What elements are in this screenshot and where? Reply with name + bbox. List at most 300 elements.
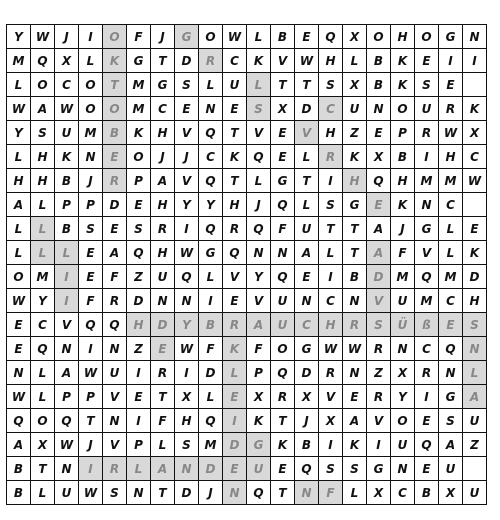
grid-cell[interactable]: V bbox=[367, 289, 391, 313]
grid-cell[interactable]: L bbox=[79, 49, 103, 73]
grid-cell[interactable]: S bbox=[415, 73, 439, 97]
grid-cell[interactable]: E bbox=[79, 241, 103, 265]
grid-cell[interactable]: Q bbox=[439, 337, 463, 361]
grid-cell[interactable]: U bbox=[151, 265, 175, 289]
grid-cell[interactable]: S bbox=[319, 193, 343, 217]
grid-cell[interactable]: O bbox=[391, 97, 415, 121]
grid-cell[interactable]: N bbox=[295, 481, 319, 505]
grid-cell[interactable]: A bbox=[55, 361, 79, 385]
grid-cell[interactable]: K bbox=[127, 121, 151, 145]
grid-cell[interactable]: T bbox=[151, 49, 175, 73]
grid-cell[interactable]: X bbox=[319, 409, 343, 433]
grid-cell[interactable]: N bbox=[55, 457, 79, 481]
grid-cell[interactable]: M bbox=[199, 433, 223, 457]
grid-cell[interactable]: I bbox=[55, 265, 79, 289]
grid-cell[interactable]: U bbox=[391, 289, 415, 313]
grid-cell[interactable]: A bbox=[31, 97, 55, 121]
grid-cell[interactable]: I bbox=[319, 169, 343, 193]
grid-cell[interactable]: E bbox=[223, 457, 247, 481]
grid-cell[interactable]: T bbox=[343, 217, 367, 241]
grid-cell[interactable]: W bbox=[55, 97, 79, 121]
grid-cell[interactable]: C bbox=[31, 313, 55, 337]
grid-cell[interactable]: Z bbox=[463, 433, 487, 457]
grid-cell[interactable]: L bbox=[127, 457, 151, 481]
grid-cell[interactable]: X bbox=[367, 481, 391, 505]
grid-cell[interactable]: E bbox=[127, 193, 151, 217]
grid-cell[interactable]: U bbox=[463, 481, 487, 505]
grid-cell[interactable]: S bbox=[31, 121, 55, 145]
grid-cell[interactable]: G bbox=[151, 73, 175, 97]
grid-cell[interactable]: N bbox=[127, 481, 151, 505]
grid-cell[interactable]: E bbox=[439, 313, 463, 337]
grid-cell[interactable]: N bbox=[367, 97, 391, 121]
grid-cell[interactable]: W bbox=[319, 337, 343, 361]
grid-cell[interactable] bbox=[463, 73, 487, 97]
grid-cell[interactable]: I bbox=[319, 265, 343, 289]
grid-cell[interactable]: Q bbox=[199, 409, 223, 433]
grid-cell[interactable]: N bbox=[343, 289, 367, 313]
grid-cell[interactable]: R bbox=[271, 385, 295, 409]
grid-cell[interactable]: E bbox=[295, 25, 319, 49]
grid-cell[interactable]: R bbox=[415, 361, 439, 385]
grid-cell[interactable]: Y bbox=[7, 25, 31, 49]
grid-cell[interactable]: F bbox=[247, 337, 271, 361]
grid-cell[interactable]: J bbox=[247, 193, 271, 217]
grid-cell[interactable]: T bbox=[151, 481, 175, 505]
grid-cell[interactable]: G bbox=[439, 385, 463, 409]
grid-cell[interactable]: W bbox=[223, 25, 247, 49]
grid-cell[interactable]: A bbox=[151, 457, 175, 481]
grid-cell[interactable]: P bbox=[247, 361, 271, 385]
grid-cell[interactable]: I bbox=[175, 361, 199, 385]
grid-cell[interactable]: V bbox=[295, 121, 319, 145]
grid-cell[interactable]: W bbox=[79, 361, 103, 385]
grid-cell[interactable]: Z bbox=[343, 121, 367, 145]
grid-cell[interactable]: U bbox=[55, 121, 79, 145]
grid-cell[interactable]: J bbox=[199, 481, 223, 505]
grid-cell[interactable]: J bbox=[295, 409, 319, 433]
grid-cell[interactable]: A bbox=[439, 433, 463, 457]
grid-cell[interactable]: I bbox=[127, 361, 151, 385]
grid-cell[interactable]: T bbox=[151, 385, 175, 409]
grid-cell[interactable]: A bbox=[247, 313, 271, 337]
grid-cell[interactable]: M bbox=[439, 169, 463, 193]
grid-cell[interactable]: L bbox=[31, 385, 55, 409]
grid-cell[interactable]: V bbox=[247, 289, 271, 313]
grid-cell[interactable]: O bbox=[7, 265, 31, 289]
grid-cell[interactable]: L bbox=[55, 241, 79, 265]
grid-cell[interactable]: L bbox=[463, 361, 487, 385]
grid-cell[interactable]: E bbox=[295, 265, 319, 289]
grid-cell[interactable]: U bbox=[439, 457, 463, 481]
grid-cell[interactable]: Q bbox=[247, 145, 271, 169]
grid-cell[interactable]: C bbox=[319, 289, 343, 313]
grid-cell[interactable]: N bbox=[151, 289, 175, 313]
grid-cell[interactable]: S bbox=[103, 481, 127, 505]
grid-cell[interactable]: D bbox=[103, 193, 127, 217]
grid-cell[interactable]: K bbox=[247, 409, 271, 433]
grid-cell[interactable]: L bbox=[31, 193, 55, 217]
grid-cell[interactable]: B bbox=[367, 73, 391, 97]
grid-cell[interactable]: K bbox=[391, 193, 415, 217]
grid-cell[interactable]: P bbox=[55, 193, 79, 217]
grid-cell[interactable]: N bbox=[295, 289, 319, 313]
grid-cell[interactable]: C bbox=[295, 313, 319, 337]
grid-cell[interactable]: S bbox=[175, 73, 199, 97]
grid-cell[interactable]: O bbox=[367, 25, 391, 49]
grid-cell[interactable]: N bbox=[391, 457, 415, 481]
grid-cell[interactable]: B bbox=[295, 433, 319, 457]
grid-cell[interactable]: H bbox=[7, 169, 31, 193]
grid-cell[interactable]: D bbox=[367, 265, 391, 289]
grid-cell[interactable]: R bbox=[223, 313, 247, 337]
grid-cell[interactable]: T bbox=[223, 121, 247, 145]
grid-cell[interactable]: G bbox=[415, 217, 439, 241]
grid-cell[interactable]: Z bbox=[367, 361, 391, 385]
grid-cell[interactable]: U bbox=[55, 481, 79, 505]
grid-cell[interactable]: U bbox=[463, 409, 487, 433]
grid-cell[interactable]: Q bbox=[175, 265, 199, 289]
grid-cell[interactable]: L bbox=[199, 265, 223, 289]
grid-cell[interactable]: S bbox=[79, 217, 103, 241]
grid-cell[interactable]: Y bbox=[31, 289, 55, 313]
grid-cell[interactable]: S bbox=[343, 457, 367, 481]
grid-cell[interactable]: H bbox=[31, 169, 55, 193]
grid-cell[interactable]: J bbox=[391, 217, 415, 241]
grid-cell[interactable]: T bbox=[79, 409, 103, 433]
grid-cell[interactable]: A bbox=[367, 241, 391, 265]
grid-cell[interactable]: H bbox=[223, 193, 247, 217]
grid-cell[interactable]: R bbox=[319, 145, 343, 169]
grid-cell[interactable]: E bbox=[463, 217, 487, 241]
grid-cell[interactable]: I bbox=[79, 25, 103, 49]
grid-cell[interactable]: X bbox=[391, 361, 415, 385]
grid-cell[interactable]: C bbox=[151, 97, 175, 121]
grid-cell[interactable]: I bbox=[79, 337, 103, 361]
grid-cell[interactable]: E bbox=[415, 409, 439, 433]
grid-cell[interactable]: B bbox=[103, 121, 127, 145]
grid-cell[interactable]: L bbox=[7, 241, 31, 265]
grid-cell[interactable]: R bbox=[151, 361, 175, 385]
grid-cell[interactable]: Y bbox=[247, 265, 271, 289]
grid-cell[interactable]: N bbox=[439, 361, 463, 385]
grid-cell[interactable]: O bbox=[31, 409, 55, 433]
grid-cell[interactable]: A bbox=[7, 433, 31, 457]
grid-cell[interactable]: X bbox=[295, 385, 319, 409]
grid-cell[interactable]: S bbox=[319, 457, 343, 481]
grid-cell[interactable]: Q bbox=[295, 457, 319, 481]
grid-cell[interactable]: E bbox=[415, 49, 439, 73]
grid-cell[interactable]: U bbox=[271, 289, 295, 313]
grid-cell[interactable]: E bbox=[7, 337, 31, 361]
grid-cell[interactable]: O bbox=[415, 25, 439, 49]
grid-cell[interactable]: E bbox=[127, 385, 151, 409]
grid-cell[interactable]: F bbox=[319, 481, 343, 505]
grid-cell[interactable]: W bbox=[79, 481, 103, 505]
grid-cell[interactable]: B bbox=[55, 169, 79, 193]
grid-cell[interactable]: G bbox=[247, 433, 271, 457]
grid-cell[interactable]: L bbox=[247, 25, 271, 49]
grid-cell[interactable]: C bbox=[391, 481, 415, 505]
grid-cell[interactable]: E bbox=[271, 145, 295, 169]
grid-cell[interactable]: A bbox=[343, 409, 367, 433]
grid-cell[interactable]: H bbox=[151, 241, 175, 265]
grid-cell[interactable]: H bbox=[439, 145, 463, 169]
grid-cell[interactable]: O bbox=[391, 409, 415, 433]
grid-cell[interactable]: C bbox=[223, 49, 247, 73]
grid-cell[interactable]: B bbox=[7, 457, 31, 481]
grid-cell[interactable]: B bbox=[415, 481, 439, 505]
grid-cell[interactable]: W bbox=[31, 25, 55, 49]
grid-cell[interactable]: T bbox=[103, 73, 127, 97]
grid-cell[interactable]: X bbox=[247, 385, 271, 409]
grid-cell[interactable]: K bbox=[55, 145, 79, 169]
grid-cell[interactable]: W bbox=[343, 337, 367, 361]
grid-cell[interactable]: K bbox=[391, 49, 415, 73]
grid-cell[interactable]: K bbox=[343, 145, 367, 169]
grid-cell[interactable]: Q bbox=[127, 241, 151, 265]
grid-cell[interactable]: F bbox=[199, 337, 223, 361]
grid-cell[interactable]: E bbox=[367, 193, 391, 217]
grid-cell[interactable]: L bbox=[31, 217, 55, 241]
grid-cell[interactable]: R bbox=[343, 313, 367, 337]
grid-cell[interactable]: V bbox=[103, 433, 127, 457]
grid-cell[interactable]: G bbox=[127, 49, 151, 73]
grid-cell[interactable]: N bbox=[463, 25, 487, 49]
grid-cell[interactable]: I bbox=[223, 409, 247, 433]
grid-cell[interactable]: P bbox=[127, 433, 151, 457]
grid-cell[interactable]: Y bbox=[175, 313, 199, 337]
grid-cell[interactable]: M bbox=[7, 49, 31, 73]
grid-cell[interactable]: N bbox=[247, 241, 271, 265]
grid-cell[interactable]: L bbox=[31, 361, 55, 385]
grid-cell[interactable]: Q bbox=[199, 121, 223, 145]
grid-cell[interactable]: R bbox=[199, 49, 223, 73]
grid-cell[interactable]: E bbox=[343, 385, 367, 409]
grid-cell[interactable]: N bbox=[343, 361, 367, 385]
grid-cell[interactable]: R bbox=[367, 337, 391, 361]
grid-cell[interactable]: H bbox=[319, 121, 343, 145]
grid-cell[interactable]: N bbox=[7, 361, 31, 385]
grid-cell[interactable]: I bbox=[463, 49, 487, 73]
grid-cell[interactable]: Q bbox=[31, 337, 55, 361]
grid-cell[interactable]: Q bbox=[199, 169, 223, 193]
grid-cell[interactable]: F bbox=[271, 217, 295, 241]
grid-cell[interactable]: U bbox=[223, 73, 247, 97]
grid-cell[interactable]: K bbox=[223, 145, 247, 169]
grid-cell[interactable]: V bbox=[175, 169, 199, 193]
grid-cell[interactable]: N bbox=[415, 193, 439, 217]
grid-cell[interactable]: D bbox=[295, 97, 319, 121]
grid-cell[interactable]: E bbox=[415, 457, 439, 481]
grid-cell[interactable]: U bbox=[247, 457, 271, 481]
grid-cell[interactable]: L bbox=[199, 385, 223, 409]
grid-cell[interactable]: D bbox=[295, 361, 319, 385]
grid-cell[interactable]: X bbox=[55, 49, 79, 73]
grid-cell[interactable]: M bbox=[439, 265, 463, 289]
grid-cell[interactable]: U bbox=[415, 97, 439, 121]
grid-cell[interactable]: Q bbox=[7, 409, 31, 433]
grid-cell[interactable]: L bbox=[439, 241, 463, 265]
grid-cell[interactable]: O bbox=[103, 25, 127, 49]
grid-cell[interactable]: W bbox=[463, 169, 487, 193]
grid-cell[interactable]: N bbox=[391, 337, 415, 361]
grid-cell[interactable]: E bbox=[271, 457, 295, 481]
grid-cell[interactable]: A bbox=[151, 169, 175, 193]
grid-cell[interactable]: E bbox=[175, 97, 199, 121]
grid-cell[interactable] bbox=[463, 457, 487, 481]
grid-cell[interactable]: Z bbox=[127, 337, 151, 361]
grid-cell[interactable]: S bbox=[367, 313, 391, 337]
grid-cell[interactable]: E bbox=[79, 265, 103, 289]
grid-cell[interactable]: O bbox=[271, 337, 295, 361]
grid-cell[interactable]: N bbox=[463, 337, 487, 361]
grid-cell[interactable]: J bbox=[79, 169, 103, 193]
grid-cell[interactable]: H bbox=[391, 25, 415, 49]
grid-cell[interactable]: G bbox=[367, 457, 391, 481]
grid-cell[interactable]: R bbox=[103, 169, 127, 193]
grid-cell[interactable]: R bbox=[103, 457, 127, 481]
grid-cell[interactable]: C bbox=[319, 97, 343, 121]
grid-cell[interactable]: H bbox=[175, 409, 199, 433]
grid-cell[interactable]: A bbox=[367, 217, 391, 241]
grid-cell[interactable]: F bbox=[127, 25, 151, 49]
grid-cell[interactable]: J bbox=[79, 433, 103, 457]
grid-cell[interactable]: L bbox=[295, 193, 319, 217]
grid-cell[interactable]: X bbox=[31, 433, 55, 457]
grid-cell[interactable]: G bbox=[295, 337, 319, 361]
grid-cell[interactable]: R bbox=[439, 97, 463, 121]
grid-cell[interactable]: I bbox=[415, 145, 439, 169]
grid-cell[interactable]: L bbox=[247, 73, 271, 97]
grid-cell[interactable]: Q bbox=[199, 217, 223, 241]
grid-cell[interactable]: I bbox=[79, 457, 103, 481]
grid-cell[interactable]: D bbox=[175, 49, 199, 73]
grid-cell[interactable]: G bbox=[199, 241, 223, 265]
grid-cell[interactable]: D bbox=[223, 433, 247, 457]
grid-cell[interactable]: U bbox=[271, 313, 295, 337]
grid-cell[interactable]: P bbox=[127, 169, 151, 193]
grid-cell[interactable]: L bbox=[7, 73, 31, 97]
grid-cell[interactable]: T bbox=[343, 241, 367, 265]
grid-cell[interactable]: N bbox=[199, 97, 223, 121]
grid-cell[interactable]: R bbox=[367, 385, 391, 409]
grid-cell[interactable]: N bbox=[103, 409, 127, 433]
grid-cell[interactable]: L bbox=[439, 217, 463, 241]
grid-cell[interactable]: H bbox=[31, 145, 55, 169]
grid-cell[interactable]: U bbox=[103, 361, 127, 385]
grid-cell[interactable]: Y bbox=[391, 385, 415, 409]
grid-cell[interactable]: B bbox=[55, 217, 79, 241]
grid-cell[interactable]: D bbox=[199, 457, 223, 481]
grid-cell[interactable]: M bbox=[415, 169, 439, 193]
grid-cell[interactable]: R bbox=[415, 121, 439, 145]
grid-cell[interactable]: T bbox=[271, 409, 295, 433]
grid-cell[interactable]: V bbox=[103, 385, 127, 409]
grid-cell[interactable]: D bbox=[151, 313, 175, 337]
grid-cell[interactable]: K bbox=[343, 433, 367, 457]
grid-cell[interactable]: A bbox=[103, 241, 127, 265]
grid-cell[interactable]: H bbox=[343, 169, 367, 193]
grid-cell[interactable]: K bbox=[247, 49, 271, 73]
grid-cell[interactable]: P bbox=[55, 385, 79, 409]
grid-cell[interactable]: M bbox=[79, 121, 103, 145]
grid-cell[interactable]: U bbox=[391, 433, 415, 457]
grid-cell[interactable]: N bbox=[175, 457, 199, 481]
grid-cell[interactable]: I bbox=[319, 433, 343, 457]
grid-cell[interactable]: ß bbox=[415, 313, 439, 337]
grid-cell[interactable]: L bbox=[31, 481, 55, 505]
grid-cell[interactable]: O bbox=[127, 145, 151, 169]
grid-cell[interactable]: Q bbox=[55, 409, 79, 433]
grid-cell[interactable]: C bbox=[199, 145, 223, 169]
grid-cell[interactable]: A bbox=[463, 385, 487, 409]
grid-cell[interactable]: X bbox=[343, 25, 367, 49]
grid-cell[interactable]: C bbox=[55, 73, 79, 97]
grid-cell[interactable]: F bbox=[391, 241, 415, 265]
grid-cell[interactable]: D bbox=[175, 481, 199, 505]
grid-cell[interactable]: S bbox=[439, 409, 463, 433]
grid-cell[interactable]: T bbox=[271, 481, 295, 505]
grid-cell[interactable]: M bbox=[31, 265, 55, 289]
grid-cell[interactable]: V bbox=[247, 121, 271, 145]
grid-cell[interactable]: W bbox=[175, 337, 199, 361]
grid-cell[interactable]: I bbox=[367, 433, 391, 457]
grid-cell[interactable]: B bbox=[367, 49, 391, 73]
grid-cell[interactable]: Z bbox=[127, 265, 151, 289]
grid-cell[interactable]: Q bbox=[79, 313, 103, 337]
grid-cell[interactable]: K bbox=[271, 433, 295, 457]
grid-cell[interactable]: N bbox=[55, 337, 79, 361]
grid-cell[interactable]: N bbox=[175, 289, 199, 313]
grid-cell[interactable]: L bbox=[199, 73, 223, 97]
grid-cell[interactable]: W bbox=[175, 241, 199, 265]
grid-cell[interactable]: E bbox=[7, 313, 31, 337]
grid-cell[interactable]: V bbox=[175, 121, 199, 145]
grid-cell[interactable]: S bbox=[175, 433, 199, 457]
grid-cell[interactable]: H bbox=[319, 313, 343, 337]
grid-cell[interactable]: R bbox=[223, 217, 247, 241]
grid-cell[interactable]: D bbox=[199, 361, 223, 385]
grid-cell[interactable]: E bbox=[223, 385, 247, 409]
grid-cell[interactable]: T bbox=[295, 169, 319, 193]
grid-cell[interactable]: Y bbox=[199, 193, 223, 217]
grid-cell[interactable]: H bbox=[463, 289, 487, 313]
grid-cell[interactable]: P bbox=[79, 193, 103, 217]
grid-cell[interactable]: Q bbox=[271, 361, 295, 385]
grid-cell[interactable]: Y bbox=[175, 193, 199, 217]
grid-cell[interactable]: X bbox=[439, 481, 463, 505]
grid-cell[interactable]: N bbox=[271, 241, 295, 265]
grid-cell[interactable]: A bbox=[7, 193, 31, 217]
grid-cell[interactable]: E bbox=[151, 337, 175, 361]
grid-cell[interactable]: K bbox=[103, 49, 127, 73]
grid-cell[interactable]: I bbox=[199, 289, 223, 313]
grid-cell[interactable]: K bbox=[463, 97, 487, 121]
grid-cell[interactable]: N bbox=[79, 145, 103, 169]
grid-cell[interactable]: E bbox=[439, 73, 463, 97]
grid-cell[interactable]: W bbox=[7, 385, 31, 409]
grid-cell[interactable]: M bbox=[415, 289, 439, 313]
grid-cell[interactable]: E bbox=[103, 217, 127, 241]
grid-cell[interactable]: B bbox=[391, 145, 415, 169]
grid-cell[interactable]: L bbox=[319, 241, 343, 265]
grid-cell[interactable]: W bbox=[55, 433, 79, 457]
grid-cell[interactable]: R bbox=[103, 289, 127, 313]
grid-cell[interactable]: U bbox=[343, 97, 367, 121]
grid-cell[interactable]: X bbox=[271, 97, 295, 121]
grid-cell[interactable]: O bbox=[31, 73, 55, 97]
